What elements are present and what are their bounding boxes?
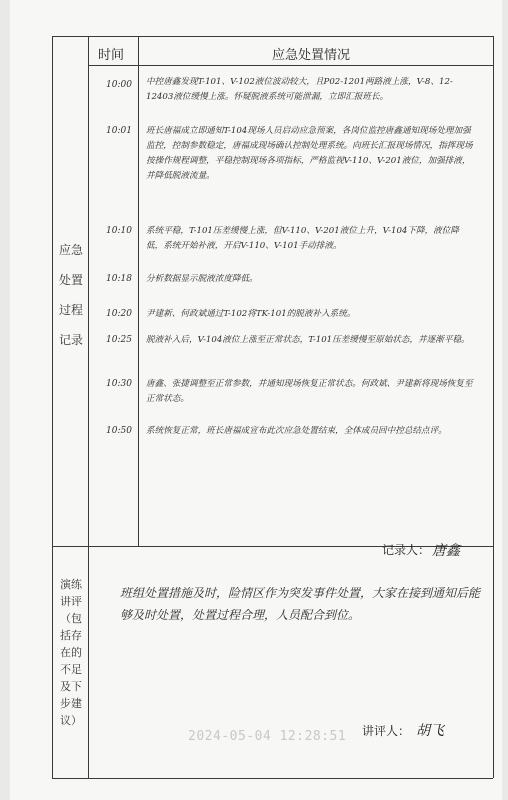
entry-time: 10:20 (106, 309, 132, 319)
entry-text: 唐鑫、张捷调整至正常参数，并通知现场恢复正常状态。何政斌、尹建新将现场恢复至正常状态。 (146, 379, 473, 404)
label-line: 步建 (60, 697, 82, 710)
recorder-label: 记录人： (382, 543, 431, 557)
entry-text: 中控唐鑫发现T-101、V-102液位波动较大，且P02-1201两路液上涨，V-8、12-12403液位缓慢上涨。怀疑脱液系统可能泄漏，立即汇报班长。 (146, 77, 453, 102)
entry-text: 系统恢复正常，班长唐福成宣布此次应急处置结束，全体成员回中控总结点评。 (146, 426, 447, 436)
entry-text: 系统平稳，T-101压差缓慢上涨，但V-110、V-201液位上升，V-104下降，液位降低，系统开始补液，开启V-110、V-101手动排液。 (146, 226, 459, 251)
review-text: 班组处置措施及时，险情区作为突发事件处置，大家在接到通知后能够及时处置，处置过程合理，人员配合到位。 (120, 586, 481, 622)
label-column-divider (88, 36, 89, 778)
review-label (54, 576, 88, 729)
table-bottom-border (52, 778, 493, 779)
content-column-header: 应急处置情况 (272, 48, 351, 63)
record-sheet (10, 0, 502, 800)
entry-text: 分析数据显示脱液浓度降低。 (146, 274, 258, 284)
recorder-signature: 唐鑫 (432, 543, 460, 559)
entry-time: 10:18 (106, 274, 132, 284)
entry-time: 10:10 (106, 226, 132, 236)
label-line: 括存 (60, 629, 82, 642)
table-top-border (52, 36, 493, 37)
label-line: 应急 (58, 243, 83, 257)
entry-text: 脱液补入后，V-104液位上涨至正常状态，T-101压差缓慢至原始状态，并逐渐平稳。 (146, 335, 470, 345)
label-line: 处置 (58, 273, 83, 287)
time-column-divider (138, 36, 139, 546)
process-record-label (54, 235, 88, 355)
label-line: 及下 (60, 680, 82, 693)
photo-timestamp: 2024-05-04 12:28:51 (188, 729, 347, 744)
entry-time: 10:01 (106, 126, 132, 136)
label-line: 在的 (60, 646, 82, 659)
label-line: 不足 (60, 663, 82, 676)
reviewer-signature: 胡飞 (416, 723, 444, 739)
entry-text: 尹建新、何政斌通过T-102将TK-101的脱液补入系统。 (146, 309, 356, 319)
right-border (493, 36, 494, 778)
entry-time: 10:30 (106, 379, 132, 389)
entry-time: 10:00 (106, 80, 132, 90)
entry-time: 10:50 (106, 426, 132, 436)
label-line: 议） (60, 714, 82, 727)
reviewer-label: 讲评人： (362, 724, 411, 738)
label-line: （包 (60, 612, 82, 625)
entry-time: 10:25 (106, 335, 132, 345)
label-line: 记录 (58, 333, 83, 347)
entry-text: 班长唐福成立即通知T-104现场人员启动应急预案，各岗位监控唐鑫通知现场处理加强监控，控制参数稳定，唐福成现场确认控制处理系统。向班长汇报现场情况，指挥现场按操作规程调整，平稳控制现场各项指标，严格监视V-110、V-201液位，加强排液，并降低脱液流量。 (146, 126, 473, 181)
label-line: 演练 (60, 578, 82, 591)
label-line: 过程 (58, 303, 83, 317)
header-bottom-border (88, 65, 493, 66)
left-border (52, 36, 53, 778)
label-line: 讲评 (60, 595, 82, 608)
time-column-header: 时间 (98, 48, 125, 63)
